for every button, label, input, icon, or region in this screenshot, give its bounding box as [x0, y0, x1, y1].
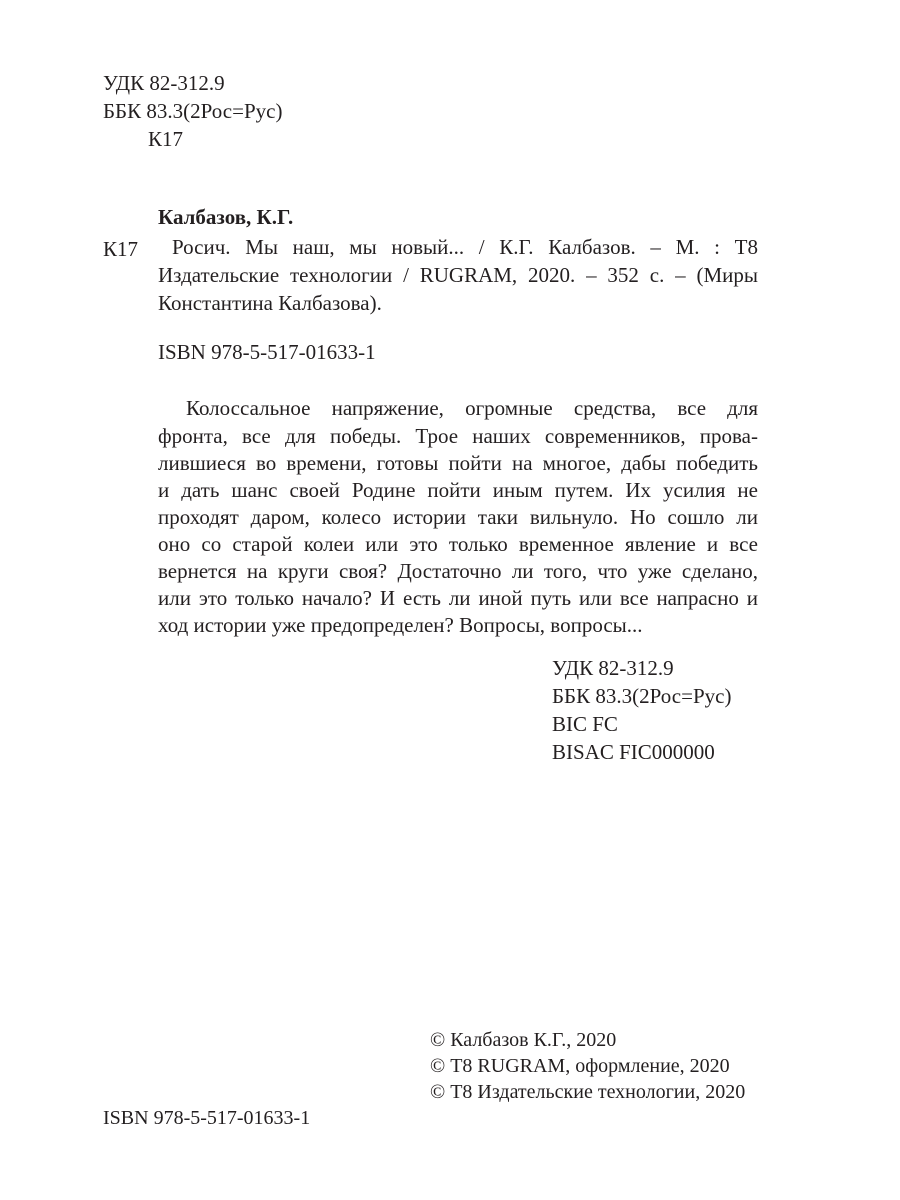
bic-code: BIC FC: [552, 712, 618, 736]
author-sign-margin: К17: [103, 237, 139, 261]
annotation-line: ход истории уже предопределен? Вопросы, вопросы...: [158, 613, 643, 637]
copyright-notices: [430, 1027, 745, 1105]
annotation-line: Колоссальное напряжение, огромные средства, все для: [186, 396, 758, 420]
bisac-code: BISAC FIC000000: [552, 740, 715, 764]
annotation-line: вернется на круги своя? Достаточно ли того, что уже сделано,: [158, 559, 758, 583]
copyright-line: © Т8 Издательские технологии, 2020: [430, 1081, 746, 1103]
annotation-line: фронта, все для победы. Трое наших современников, прова-: [158, 424, 758, 448]
classification-codes: [552, 654, 731, 766]
entry-line: Константина Калбазова).: [158, 291, 382, 315]
bbk-code: ББК 83.3(2Рос=Рус): [103, 99, 283, 123]
copyright-line: © Калбазов К.Г., 2020: [430, 1029, 617, 1051]
copyright-line: © Т8 RUGRAM, оформление, 2020: [430, 1055, 730, 1077]
isbn: ISBN 978-5-517-01633-1: [158, 340, 376, 364]
author-sign: К17: [148, 127, 184, 151]
bbk-code: ББК 83.3(2Рос=Рус): [552, 684, 732, 708]
annotation-line: и дать шанс своей Родине пойти иным путем. Их усилия не: [158, 478, 758, 502]
author-heading: Калбазов, К.Г.: [158, 205, 294, 229]
annotation-line: лившиеся во времени, готовы пойти на многое, дабы победить: [158, 451, 758, 475]
annotation-line: или это только начало? И есть ли иной путь или все напрасно и: [158, 586, 758, 610]
annotation-line: проходят даром, колесо истории таки вильнуло. Но сошло ли: [158, 505, 758, 529]
entry-line: Издательские технологии / RUGRAM, 2020. – 352 с. – (Миры: [158, 263, 758, 287]
isbn-footer: ISBN 978-5-517-01633-1: [103, 1107, 311, 1129]
udc-code: УДК 82-312.9: [552, 656, 674, 680]
annotation-line: оно со старой колеи или это только временное явление и все: [158, 532, 758, 556]
entry-line: Росич. Мы наш, мы новый... / К.Г. Калбазов. – М. : Т8: [172, 235, 758, 259]
udc-code: УДК 82-312.9: [103, 71, 225, 95]
